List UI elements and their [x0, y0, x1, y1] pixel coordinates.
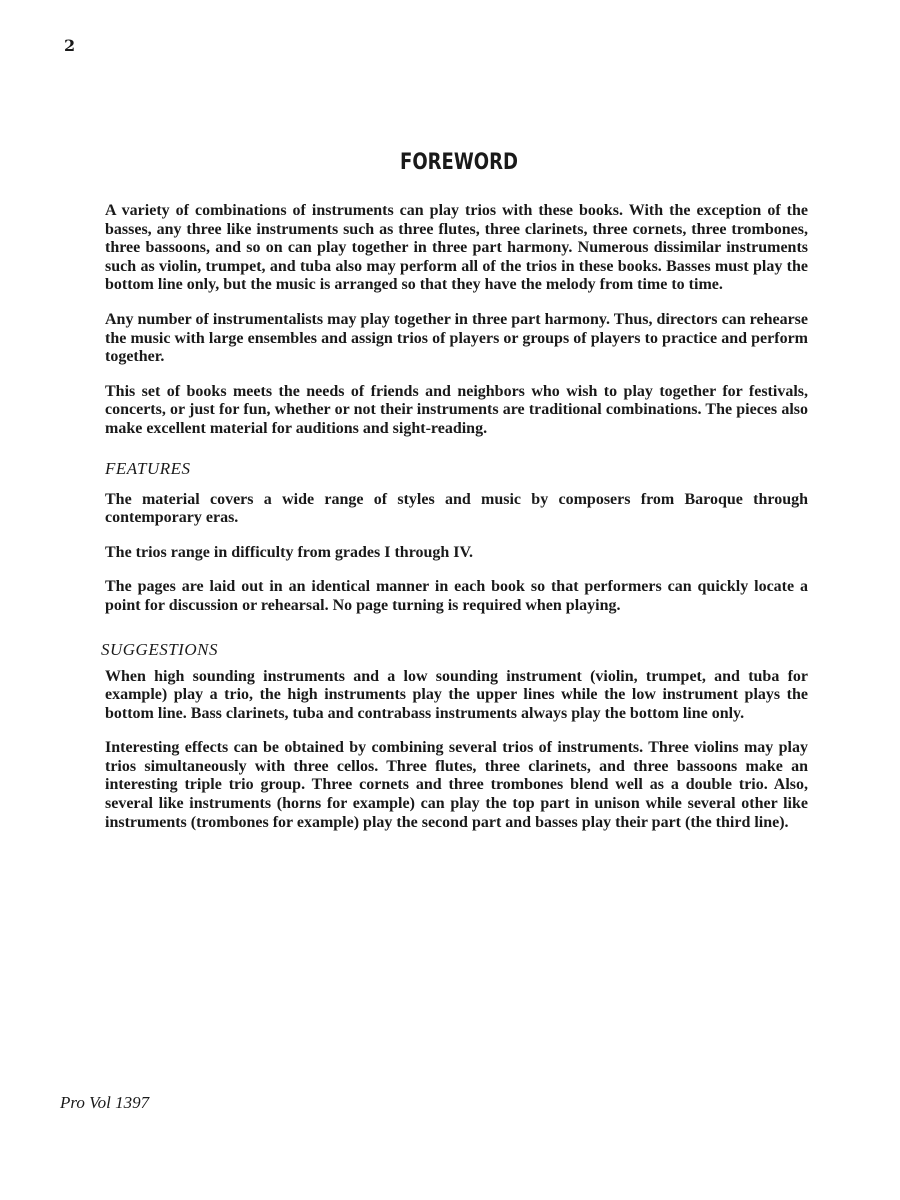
publication-code: Pro Vol 1397	[60, 1093, 150, 1112]
intro-paragraph: This set of books meets the needs of friends and neighbors who wish to play together for festivals, concerts, or just for fun, whether or not their instruments are traditional combinations. The pieces also make excellent material for auditions and sight-reading.	[105, 382, 808, 437]
suggestions-paragraph: Interesting effects can be obtained by combining several trios of instruments. Three violins may play trios simultaneously with three cellos. Three flutes, three clarinets, and three bassoons make an interesting triple trio group. Three cornets and three trombones blend well as a double trio. Also, several like instruments (horns for example) can play the top part in unison while several other like instruments (trombones for example) play the second part and basses play their part (the third line).	[105, 739, 808, 831]
features-paragraph: The pages are laid out in an identical manner in each book so that performers can quickly locate a point for discussion or rehearsal. No page turning is required when playing.	[105, 578, 808, 614]
page-title: FOREWORD	[400, 150, 518, 175]
suggestions-paragraph: When high sounding instruments and a low sounding instrument (violin, trumpet, and tuba for example) play a trio, the high instruments play the upper lines while the low instrument plays the bottom line. Bass clarinets, tuba and contrabass instruments always play the bottom line only.	[105, 667, 808, 722]
foreword-body	[101, 202, 808, 848]
intro-paragraph: A variety of combinations of instruments can play trios with these books. With the exception of the basses, any three like instruments such as three flutes, three clarinets, three cornets, three trombones, three bassoons, and so on can play together in three part harmony. Numerous dissimilar instruments such as violin, trumpet, and tuba also may perform all of the trios in these books. Basses must play the bottom line only, but the music is arranged so that they have the melody from time to time.	[105, 202, 808, 294]
features-heading: FEATURES	[105, 458, 191, 478]
features-paragraph: The trios range in difficulty from grades I through IV.	[105, 543, 474, 561]
intro-paragraph: Any number of instrumentalists may play together in three part harmony. Thus, directors can rehearse the music with large ensembles and assign trios of players or groups of players to practice and perform together.	[105, 310, 808, 366]
suggestions-heading: SUGGESTIONS	[101, 639, 218, 659]
page-number: 2	[64, 36, 76, 55]
features-paragraph: The material covers a wide range of styles and music by composers from Baroque through contemporary eras.	[105, 490, 808, 527]
